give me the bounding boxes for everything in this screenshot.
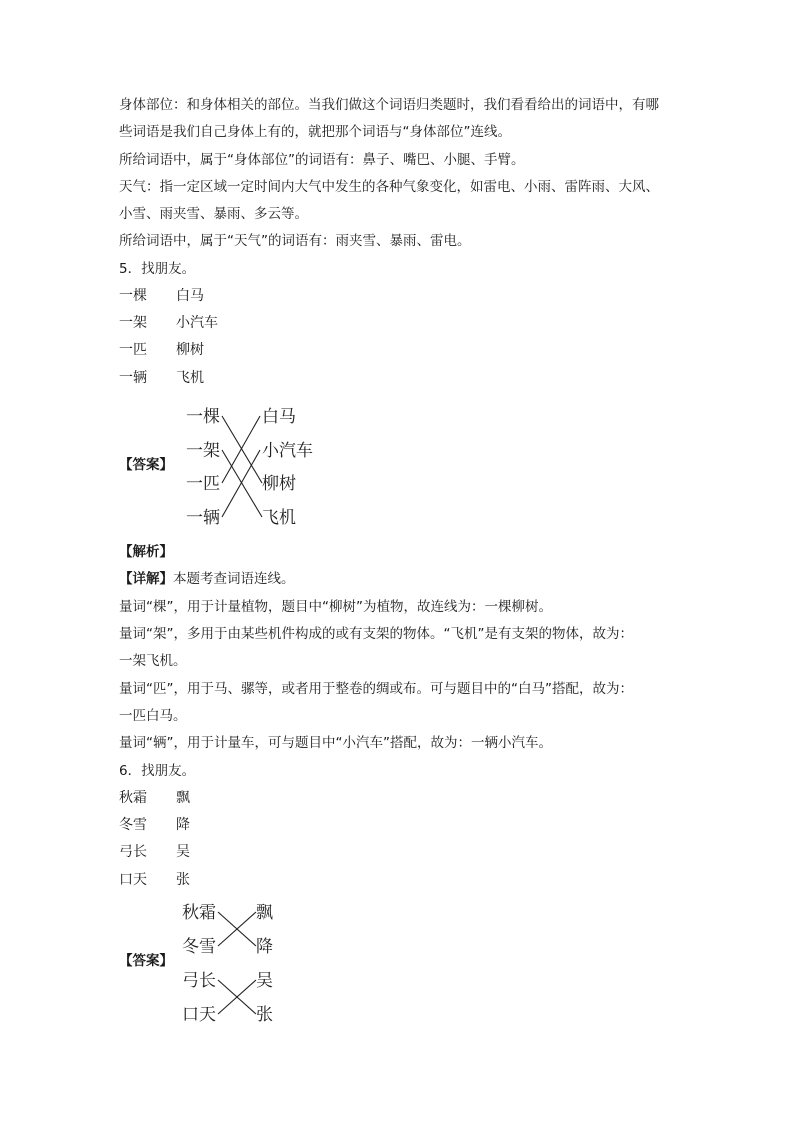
intro-line: 所给词语中，属于“身体部位”的词语有：鼻子、嘴巴、小腿、手臂。 <box>119 152 525 168</box>
q5-right-item: 小汽车 <box>176 315 218 331</box>
diagram-left-word: 一架 <box>186 441 220 461</box>
diagram-right-word: 降 <box>256 937 273 957</box>
q6-right-item: 吴 <box>176 844 190 860</box>
diagram-left-word: 冬雪 <box>182 937 216 957</box>
intro-line: 所给词语中，属于“天气”的词语有：雨夹雪、暴雨、雷电。 <box>119 233 471 249</box>
q5-left-item: 一辆 <box>119 370 147 386</box>
diagram-right-word: 飘 <box>256 903 273 923</box>
q5-explain-line: 量词“棵”，用于计量植物，题目中“柳树”为植物，故连线为：一棵柳树。 <box>119 599 552 615</box>
q6-left-item: 冬雪 <box>119 817 147 833</box>
diagram-left-word: 一棵 <box>186 407 220 427</box>
intro-line: 些词语是我们自己身体上有的，就把那个词语与“身体部位”连线。 <box>119 124 511 140</box>
intro-line: 小雪、雨夹雪、暴雨、多云等。 <box>119 206 308 222</box>
q6-answer-tag: 【答案】 <box>119 953 173 969</box>
q6-left-item: 弓长 <box>119 844 147 860</box>
q6-right-item: 降 <box>176 817 190 833</box>
q5-detail-line <box>119 570 295 588</box>
q5-explain-line: 量词“匹”，用于马、骡等，或者用于整卷的绸或布。可与题目中的“白马”搭配，故为： <box>119 681 633 697</box>
q5-explain-line: 一架飞机。 <box>119 653 187 669</box>
q6-left-item: 秋霜 <box>119 790 147 806</box>
q5-explain-line: 量词“架”，多用于由某些机件构成的或有支架的物体。“飞机”是有支架的物体，故为： <box>119 626 633 642</box>
diagram-right-word: 张 <box>256 1005 273 1025</box>
q6-right-item: 张 <box>176 872 190 888</box>
q5-left-item: 一匹 <box>119 342 147 358</box>
diagram-left-word: 口天 <box>182 1005 216 1025</box>
diagram-right-word: 吴 <box>256 971 273 991</box>
diagram-right-word: 白马 <box>262 407 296 427</box>
diagram-left-word: 一辆 <box>186 508 220 528</box>
diagram-right-word: 小汽车 <box>262 441 313 461</box>
q5-right-item: 柳树 <box>176 342 204 358</box>
intro-line: 身体部位：和身体相关的部位。当我们做这个词语归类题时，我们看看给出的词语中，有哪 <box>119 97 659 113</box>
diagram-left-word: 秋霜 <box>182 903 216 923</box>
detail-tag: 【详解】 <box>119 571 173 587</box>
q6-title: 6．找朋友。 <box>119 763 196 779</box>
q5-title: 5．找朋友。 <box>119 261 196 277</box>
q5-left-item: 一架 <box>119 315 147 331</box>
intro-line: 天气：指一定区域一定时间内大气中发生的各种气象变化，如雷电、小雨、雷阵雨、大风、 <box>119 179 659 195</box>
q6-right-item: 飘 <box>176 790 190 806</box>
diagram-right-word: 柳树 <box>262 474 296 494</box>
diagram-right-word: 飞机 <box>262 508 296 528</box>
q6-left-item: 口天 <box>119 872 147 888</box>
q5-left-item: 一棵 <box>119 288 147 304</box>
diagram-left-word: 一匹 <box>186 474 220 494</box>
q5-right-item: 飞机 <box>176 370 204 386</box>
q5-answer-tag: 【答案】 <box>119 457 173 473</box>
q5-right-item: 白马 <box>176 288 204 304</box>
q5-analysis-tag: 【解析】 <box>119 544 173 560</box>
q5-explain-line: 量词“辆”，用于计量车，可与题目中“小汽车”搭配，故为：一辆小汽车。 <box>119 735 552 751</box>
diagram-left-word: 弓长 <box>182 971 216 991</box>
q5-explain-line: 一匹白马。 <box>119 708 187 724</box>
detail-text: 本题考查词语连线。 <box>173 571 295 587</box>
